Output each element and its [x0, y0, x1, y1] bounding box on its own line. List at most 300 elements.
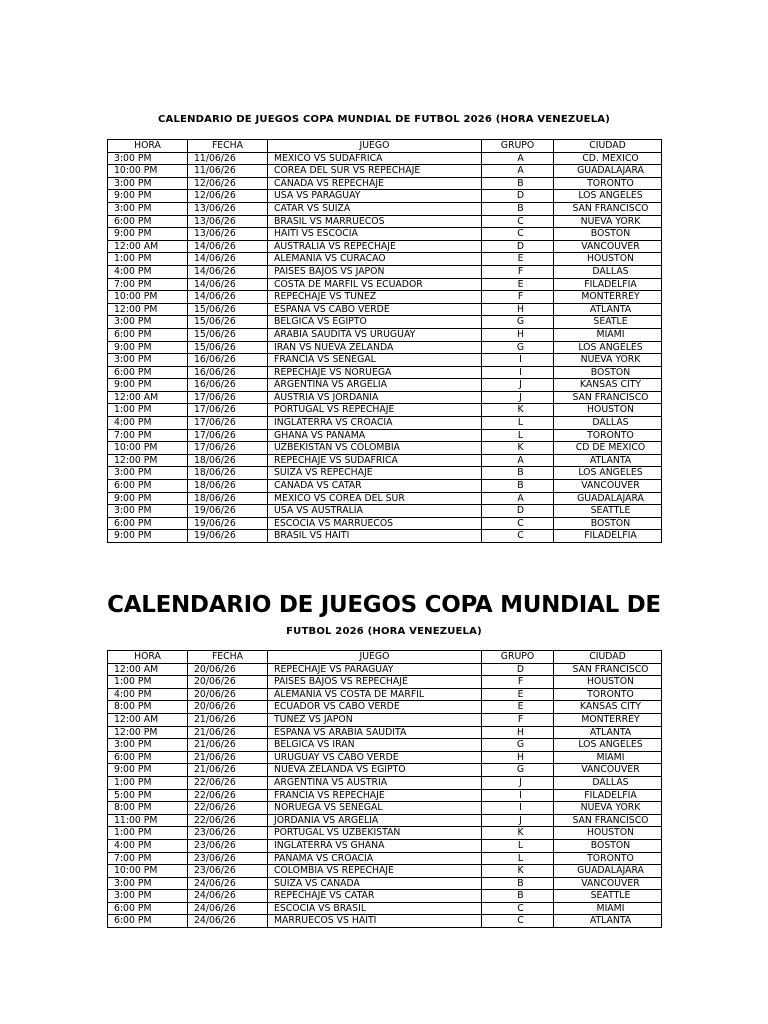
cell-juego: NORUEGA VS SENEGAL — [268, 802, 482, 815]
cell-grupo: J — [482, 379, 554, 392]
cell-fecha: 24/06/26 — [188, 915, 268, 928]
cell-juego: CANADA VS REPECHAJE — [268, 177, 482, 190]
cell-juego: INGLATERRA VS GHANA — [268, 839, 482, 852]
cell-juego: ESPAÑA VS ARABIA SAUDITA — [268, 726, 482, 739]
cell-hora: 7:00 PM — [108, 278, 188, 291]
table-row — [108, 454, 662, 467]
cell-fecha: 11/06/26 — [188, 152, 268, 165]
table-row — [108, 404, 662, 417]
cell-fecha: 19/06/26 — [188, 517, 268, 530]
cell-grupo: K — [482, 404, 554, 417]
table-row — [108, 852, 662, 865]
cell-grupo: K — [482, 827, 554, 840]
cell-juego: USA VS PARAGUAY — [268, 190, 482, 203]
cell-juego: JORDANIA VS ARGELIA — [268, 814, 482, 827]
table-row — [108, 278, 662, 291]
cell-fecha: 22/06/26 — [188, 814, 268, 827]
cell-juego: COLOMBIA VS REPECHAJE — [268, 865, 482, 878]
table-row — [108, 152, 662, 165]
cell-juego: MEXICO VS SUDAFRICA — [268, 152, 482, 165]
cell-ciudad: GUADALAJARA — [554, 492, 662, 505]
cell-fecha: 19/06/26 — [188, 530, 268, 543]
table-row — [108, 839, 662, 852]
cell-fecha: 22/06/26 — [188, 776, 268, 789]
cell-fecha: 22/06/26 — [188, 802, 268, 815]
cell-juego: AUSTRIA VS JORDANIA — [268, 391, 482, 404]
cell-grupo: G — [482, 764, 554, 777]
table-row — [108, 890, 662, 903]
cell-fecha: 20/06/26 — [188, 663, 268, 676]
cell-grupo: J — [482, 814, 554, 827]
table-row — [108, 505, 662, 518]
cell-fecha: 24/06/26 — [188, 902, 268, 915]
cell-ciudad: SEATTLE — [554, 505, 662, 518]
cell-grupo: H — [482, 751, 554, 764]
cell-hora: 12:00 AM — [108, 663, 188, 676]
cell-grupo: L — [482, 429, 554, 442]
table-row — [108, 391, 662, 404]
table-row — [108, 379, 662, 392]
cell-ciudad: TORONTO — [554, 688, 662, 701]
cell-hora: 3:00 PM — [108, 505, 188, 518]
cell-ciudad: BOSTON — [554, 228, 662, 241]
cell-hora: 1:00 PM — [108, 827, 188, 840]
table-row — [108, 480, 662, 493]
cell-hora: 12:00 AM — [108, 713, 188, 726]
cell-juego: UZBEKISTAN VS COLOMBIA — [268, 442, 482, 455]
cell-hora: 9:00 PM — [108, 492, 188, 505]
header-hora: HORA — [108, 651, 188, 664]
cell-juego: ALEMANIA VS COSTA DE MARFIL — [268, 688, 482, 701]
cell-hora: 1:00 PM — [108, 404, 188, 417]
cell-hora: 1:00 PM — [108, 253, 188, 266]
cell-hora: 3:00 PM — [108, 739, 188, 752]
cell-fecha: 22/06/26 — [188, 789, 268, 802]
cell-grupo: C — [482, 530, 554, 543]
cell-ciudad: SAN FRANCISCO — [554, 814, 662, 827]
cell-hora: 9:00 PM — [108, 228, 188, 241]
cell-hora: 12:00 PM — [108, 726, 188, 739]
cell-grupo: K — [482, 865, 554, 878]
cell-ciudad: TORONTO — [554, 429, 662, 442]
table-row — [108, 865, 662, 878]
cell-grupo: E — [482, 278, 554, 291]
cell-grupo: A — [482, 492, 554, 505]
cell-fecha: 17/06/26 — [188, 391, 268, 404]
cell-ciudad: SEATTLE — [554, 890, 662, 903]
cell-ciudad: MONTERREY — [554, 713, 662, 726]
cell-juego: CATAR VS SUIZA — [268, 202, 482, 215]
table-row — [108, 713, 662, 726]
cell-grupo: C — [482, 517, 554, 530]
cell-fecha: 20/06/26 — [188, 676, 268, 689]
table-row — [108, 902, 662, 915]
cell-ciudad: BOSTON — [554, 839, 662, 852]
table-row — [108, 764, 662, 777]
cell-hora: 3:00 PM — [108, 467, 188, 480]
cell-hora: 9:00 PM — [108, 190, 188, 203]
cell-ciudad: VANCOUVER — [554, 764, 662, 777]
cell-juego: SUIZA VS CANADA — [268, 877, 482, 890]
cell-grupo: B — [482, 467, 554, 480]
table-row — [108, 366, 662, 379]
cell-juego: COREA DEL SUR VS REPECHAJE — [268, 165, 482, 178]
cell-hora: 3:00 PM — [108, 177, 188, 190]
cell-ciudad: NUEVA YORK — [554, 802, 662, 815]
cell-fecha: 14/06/26 — [188, 278, 268, 291]
cell-grupo: C — [482, 215, 554, 228]
cell-hora: 6:00 PM — [108, 366, 188, 379]
cell-grupo: F — [482, 291, 554, 304]
cell-hora: 3:00 PM — [108, 316, 188, 329]
table-row — [108, 726, 662, 739]
cell-hora: 10:00 PM — [108, 442, 188, 455]
cell-juego: BRASIL VS HAITI — [268, 530, 482, 543]
cell-ciudad: BOSTON — [554, 366, 662, 379]
cell-ciudad: GUADALAJARA — [554, 165, 662, 178]
table-row — [108, 228, 662, 241]
cell-hora: 6:00 PM — [108, 902, 188, 915]
cell-fecha: 21/06/26 — [188, 764, 268, 777]
cell-juego: REPECHAJE VS NORUEGA — [268, 366, 482, 379]
cell-ciudad: NUEVA YORK — [554, 215, 662, 228]
cell-juego: INGLATERRA VS CROACIA — [268, 417, 482, 430]
table-row — [108, 202, 662, 215]
cell-juego: MEXICO VS COREA DEL SUR — [268, 492, 482, 505]
cell-juego: ECUADOR VS CABO VERDE — [268, 701, 482, 714]
cell-ciudad: BOSTON — [554, 517, 662, 530]
cell-grupo: B — [482, 480, 554, 493]
cell-juego: PORTUGAL VS REPECHAJE — [268, 404, 482, 417]
cell-grupo: H — [482, 328, 554, 341]
cell-ciudad: MIAMI — [554, 902, 662, 915]
cell-grupo: F — [482, 713, 554, 726]
header-hora: HORA — [108, 140, 188, 153]
cell-ciudad: NUEVA YORK — [554, 354, 662, 367]
cell-grupo: G — [482, 739, 554, 752]
cell-fecha: 16/06/26 — [188, 379, 268, 392]
cell-hora: 12:00 AM — [108, 391, 188, 404]
cell-fecha: 17/06/26 — [188, 404, 268, 417]
cell-juego: PAISES BAJOS VS REPECHAJE — [268, 676, 482, 689]
header-juego: JUEGO — [268, 651, 482, 664]
cell-ciudad: GUADALAJARA — [554, 865, 662, 878]
cell-juego: MARRUECOS VS HAITI — [268, 915, 482, 928]
header-fecha: FECHA — [188, 651, 268, 664]
table-row — [108, 739, 662, 752]
cell-juego: COSTA DE MARFIL VS ECUADOR — [268, 278, 482, 291]
header-ciudad: CIUDAD — [554, 651, 662, 664]
cell-fecha: 11/06/26 — [188, 165, 268, 178]
cell-fecha: 17/06/26 — [188, 417, 268, 430]
cell-juego: AUSTRALIA VS REPECHAJE — [268, 240, 482, 253]
cell-hora: 3:00 PM — [108, 890, 188, 903]
cell-hora: 12:00 AM — [108, 240, 188, 253]
cell-fecha: 15/06/26 — [188, 303, 268, 316]
cell-ciudad: SAN FRANCISCO — [554, 391, 662, 404]
cell-ciudad: CD DE MEXICO — [554, 442, 662, 455]
cell-grupo: B — [482, 890, 554, 903]
header-grupo: GRUPO — [482, 140, 554, 153]
cell-fecha: 16/06/26 — [188, 366, 268, 379]
cell-juego: CANADA VS CATAR — [268, 480, 482, 493]
cell-ciudad: HOUSTON — [554, 676, 662, 689]
cell-juego: BRASIL VS MARRUECOS — [268, 215, 482, 228]
cell-juego: ESCOCIA VS MARRUECOS — [268, 517, 482, 530]
cell-fecha: 13/06/26 — [188, 228, 268, 241]
cell-hora: 4:00 PM — [108, 839, 188, 852]
cell-grupo: H — [482, 303, 554, 316]
table-row — [108, 492, 662, 505]
cell-grupo: L — [482, 852, 554, 865]
cell-hora: 9:00 PM — [108, 379, 188, 392]
cell-hora: 8:00 PM — [108, 701, 188, 714]
table-row — [108, 688, 662, 701]
cell-juego: PORTUGAL VS UZBEKISTAN — [268, 827, 482, 840]
table-row — [108, 663, 662, 676]
cell-grupo: G — [482, 316, 554, 329]
cell-juego: FRANCIA VS SENEGAL — [268, 354, 482, 367]
cell-juego: HAITI VS ESCOCIA — [268, 228, 482, 241]
cell-juego: BELGICA VS IRAN — [268, 739, 482, 752]
cell-grupo: B — [482, 877, 554, 890]
cell-grupo: D — [482, 190, 554, 203]
cell-hora: 6:00 PM — [108, 517, 188, 530]
cell-fecha: 20/06/26 — [188, 688, 268, 701]
cell-hora: 12:00 PM — [108, 303, 188, 316]
cell-ciudad: ATLANTA — [554, 454, 662, 467]
table-header-row — [108, 140, 662, 153]
cell-juego: GHANA VS PANAMA — [268, 429, 482, 442]
cell-grupo: J — [482, 391, 554, 404]
cell-ciudad: SEATLE — [554, 316, 662, 329]
cell-hora: 6:00 PM — [108, 215, 188, 228]
cell-hora: 4:00 PM — [108, 688, 188, 701]
cell-fecha: 23/06/26 — [188, 865, 268, 878]
cell-juego: SUIZA VS REPECHAJE — [268, 467, 482, 480]
table-row — [108, 291, 662, 304]
cell-juego: IRAN VS NUEVA ZELANDA — [268, 341, 482, 354]
cell-hora: 9:00 PM — [108, 341, 188, 354]
cell-juego: ARGENTINA VS ARGELIA — [268, 379, 482, 392]
cell-hora: 1:00 PM — [108, 676, 188, 689]
table-row — [108, 328, 662, 341]
cell-juego: PAISES BAJOS VS JAPON — [268, 265, 482, 278]
cell-grupo: D — [482, 240, 554, 253]
cell-grupo: E — [482, 253, 554, 266]
cell-juego: ARABIA SAUDITA VS URUGUAY — [268, 328, 482, 341]
cell-ciudad: LOS ANGELES — [554, 341, 662, 354]
table-row — [108, 303, 662, 316]
cell-ciudad: CD. MEXICO — [554, 152, 662, 165]
cell-fecha: 13/06/26 — [188, 215, 268, 228]
cell-ciudad: DALLAS — [554, 776, 662, 789]
cell-grupo: I — [482, 366, 554, 379]
cell-fecha: 23/06/26 — [188, 852, 268, 865]
cell-grupo: A — [482, 454, 554, 467]
cell-grupo: F — [482, 265, 554, 278]
schedule-table-2 — [107, 650, 662, 928]
table-row — [108, 789, 662, 802]
cell-juego: ESPAÑA VS CABO VERDE — [268, 303, 482, 316]
cell-fecha: 13/06/26 — [188, 202, 268, 215]
header-grupo: GRUPO — [482, 651, 554, 664]
cell-juego: ESCOCIA VS BRASIL — [268, 902, 482, 915]
cell-grupo: J — [482, 776, 554, 789]
cell-ciudad: DALLAS — [554, 417, 662, 430]
cell-grupo: C — [482, 228, 554, 241]
cell-grupo: H — [482, 726, 554, 739]
cell-fecha: 15/06/26 — [188, 328, 268, 341]
cell-hora: 4:00 PM — [108, 265, 188, 278]
cell-fecha: 23/06/26 — [188, 827, 268, 840]
table-row — [108, 751, 662, 764]
cell-fecha: 21/06/26 — [188, 739, 268, 752]
cell-fecha: 12/06/26 — [188, 190, 268, 203]
cell-ciudad: VANCOUVER — [554, 877, 662, 890]
cell-fecha: 14/06/26 — [188, 253, 268, 266]
cell-ciudad: ATLANTA — [554, 303, 662, 316]
cell-hora: 7:00 PM — [108, 429, 188, 442]
cell-grupo: L — [482, 839, 554, 852]
cell-ciudad: FILADELFIA — [554, 278, 662, 291]
cell-fecha: 21/06/26 — [188, 713, 268, 726]
cell-fecha: 17/06/26 — [188, 442, 268, 455]
section1-title: CALENDARIO DE JUEGOS COPA MUNDIAL DE FUTBOL 2026 (HORA VENEZUELA) — [158, 114, 610, 125]
table-row — [108, 265, 662, 278]
cell-juego: BELGICA VS EGIPTO — [268, 316, 482, 329]
cell-hora: 8:00 PM — [108, 802, 188, 815]
table-row — [108, 253, 662, 266]
cell-ciudad: TORONTO — [554, 852, 662, 865]
cell-ciudad: TORONTO — [554, 177, 662, 190]
table-row — [108, 467, 662, 480]
cell-grupo: A — [482, 165, 554, 178]
cell-grupo: E — [482, 701, 554, 714]
cell-juego: ARGENTINA VS AUSTRIA — [268, 776, 482, 789]
cell-fecha: 24/06/26 — [188, 890, 268, 903]
cell-hora: 3:00 PM — [108, 152, 188, 165]
cell-ciudad: MIAMI — [554, 751, 662, 764]
table-row — [108, 877, 662, 890]
cell-hora: 6:00 PM — [108, 328, 188, 341]
cell-juego: REPECHAJE VS CATAR — [268, 890, 482, 903]
table-row — [108, 316, 662, 329]
cell-ciudad: VANCOUVER — [554, 480, 662, 493]
cell-hora: 10:00 PM — [108, 165, 188, 178]
cell-juego: NUEVA ZELANDA VS EGIPTO — [268, 764, 482, 777]
cell-fecha: 23/06/26 — [188, 839, 268, 852]
cell-juego: REPECHAJE VS SUDAFRICA — [268, 454, 482, 467]
cell-ciudad: LOS ANGELES — [554, 467, 662, 480]
table-row — [108, 517, 662, 530]
table-row — [108, 915, 662, 928]
cell-grupo: D — [482, 505, 554, 518]
cell-hora: 5:00 PM — [108, 789, 188, 802]
cell-ciudad: ATLANTA — [554, 915, 662, 928]
cell-ciudad: SAN FRANCISCO — [554, 202, 662, 215]
header-ciudad: CIUDAD — [554, 140, 662, 153]
cell-juego: FRANCIA VS REPECHAJE — [268, 789, 482, 802]
table-row — [108, 827, 662, 840]
cell-fecha: 20/06/26 — [188, 701, 268, 714]
cell-juego: REPECHAJE VS PARAGUAY — [268, 663, 482, 676]
cell-hora: 10:00 PM — [108, 291, 188, 304]
table-row — [108, 701, 662, 714]
cell-hora: 4:00 PM — [108, 417, 188, 430]
cell-fecha: 15/06/26 — [188, 316, 268, 329]
cell-fecha: 18/06/26 — [188, 467, 268, 480]
table-row — [108, 177, 662, 190]
cell-fecha: 18/06/26 — [188, 480, 268, 493]
cell-grupo: E — [482, 688, 554, 701]
cell-grupo: C — [482, 902, 554, 915]
cell-fecha: 14/06/26 — [188, 240, 268, 253]
cell-grupo: A — [482, 152, 554, 165]
cell-hora: 3:00 PM — [108, 354, 188, 367]
cell-fecha: 14/06/26 — [188, 265, 268, 278]
cell-ciudad: SAN FRANCISCO — [554, 663, 662, 676]
cell-grupo: F — [482, 676, 554, 689]
cell-grupo: D — [482, 663, 554, 676]
cell-juego: TUNEZ VS JAPON — [268, 713, 482, 726]
table-row — [108, 429, 662, 442]
cell-juego: PANAMA VS CROACIA — [268, 852, 482, 865]
table-row — [108, 530, 662, 543]
schedule-table-1 — [107, 139, 662, 543]
cell-hora: 1:00 PM — [108, 776, 188, 789]
cell-fecha: 15/06/26 — [188, 341, 268, 354]
table-row — [108, 240, 662, 253]
cell-ciudad: VANCOUVER — [554, 240, 662, 253]
cell-fecha: 19/06/26 — [188, 505, 268, 518]
cell-grupo: I — [482, 789, 554, 802]
cell-fecha: 21/06/26 — [188, 726, 268, 739]
cell-ciudad: LOS ANGELES — [554, 739, 662, 752]
cell-fecha: 14/06/26 — [188, 291, 268, 304]
cell-hora: 11:00 PM — [108, 814, 188, 827]
cell-hora: 6:00 PM — [108, 915, 188, 928]
table-row — [108, 215, 662, 228]
cell-hora: 9:00 PM — [108, 764, 188, 777]
cell-juego: USA VS AUSTRALIA — [268, 505, 482, 518]
table-row — [108, 417, 662, 430]
cell-fecha: 16/06/26 — [188, 354, 268, 367]
cell-juego: REPECHAJE VS TUNEZ — [268, 291, 482, 304]
cell-fecha: 18/06/26 — [188, 454, 268, 467]
cell-fecha: 21/06/26 — [188, 751, 268, 764]
cell-ciudad: MIAMI — [554, 328, 662, 341]
cell-juego: URUGUAY VS CABO VERDE — [268, 751, 482, 764]
cell-hora: 3:00 PM — [108, 202, 188, 215]
cell-ciudad: HOUSTON — [554, 404, 662, 417]
cell-ciudad: FILADELFIA — [554, 530, 662, 543]
table-row — [108, 676, 662, 689]
cell-fecha: 17/06/26 — [188, 429, 268, 442]
cell-hora: 12:00 PM — [108, 454, 188, 467]
section2-title: CALENDARIO DE JUEGOS COPA MUNDIAL DE — [107, 592, 661, 618]
cell-fecha: 18/06/26 — [188, 492, 268, 505]
cell-grupo: I — [482, 802, 554, 815]
cell-grupo: I — [482, 354, 554, 367]
cell-grupo: G — [482, 341, 554, 354]
cell-ciudad: FILADELFIA — [554, 789, 662, 802]
cell-ciudad: KANSAS CITY — [554, 701, 662, 714]
cell-grupo: L — [482, 417, 554, 430]
table-row — [108, 341, 662, 354]
cell-fecha: 24/06/26 — [188, 877, 268, 890]
cell-grupo: B — [482, 177, 554, 190]
